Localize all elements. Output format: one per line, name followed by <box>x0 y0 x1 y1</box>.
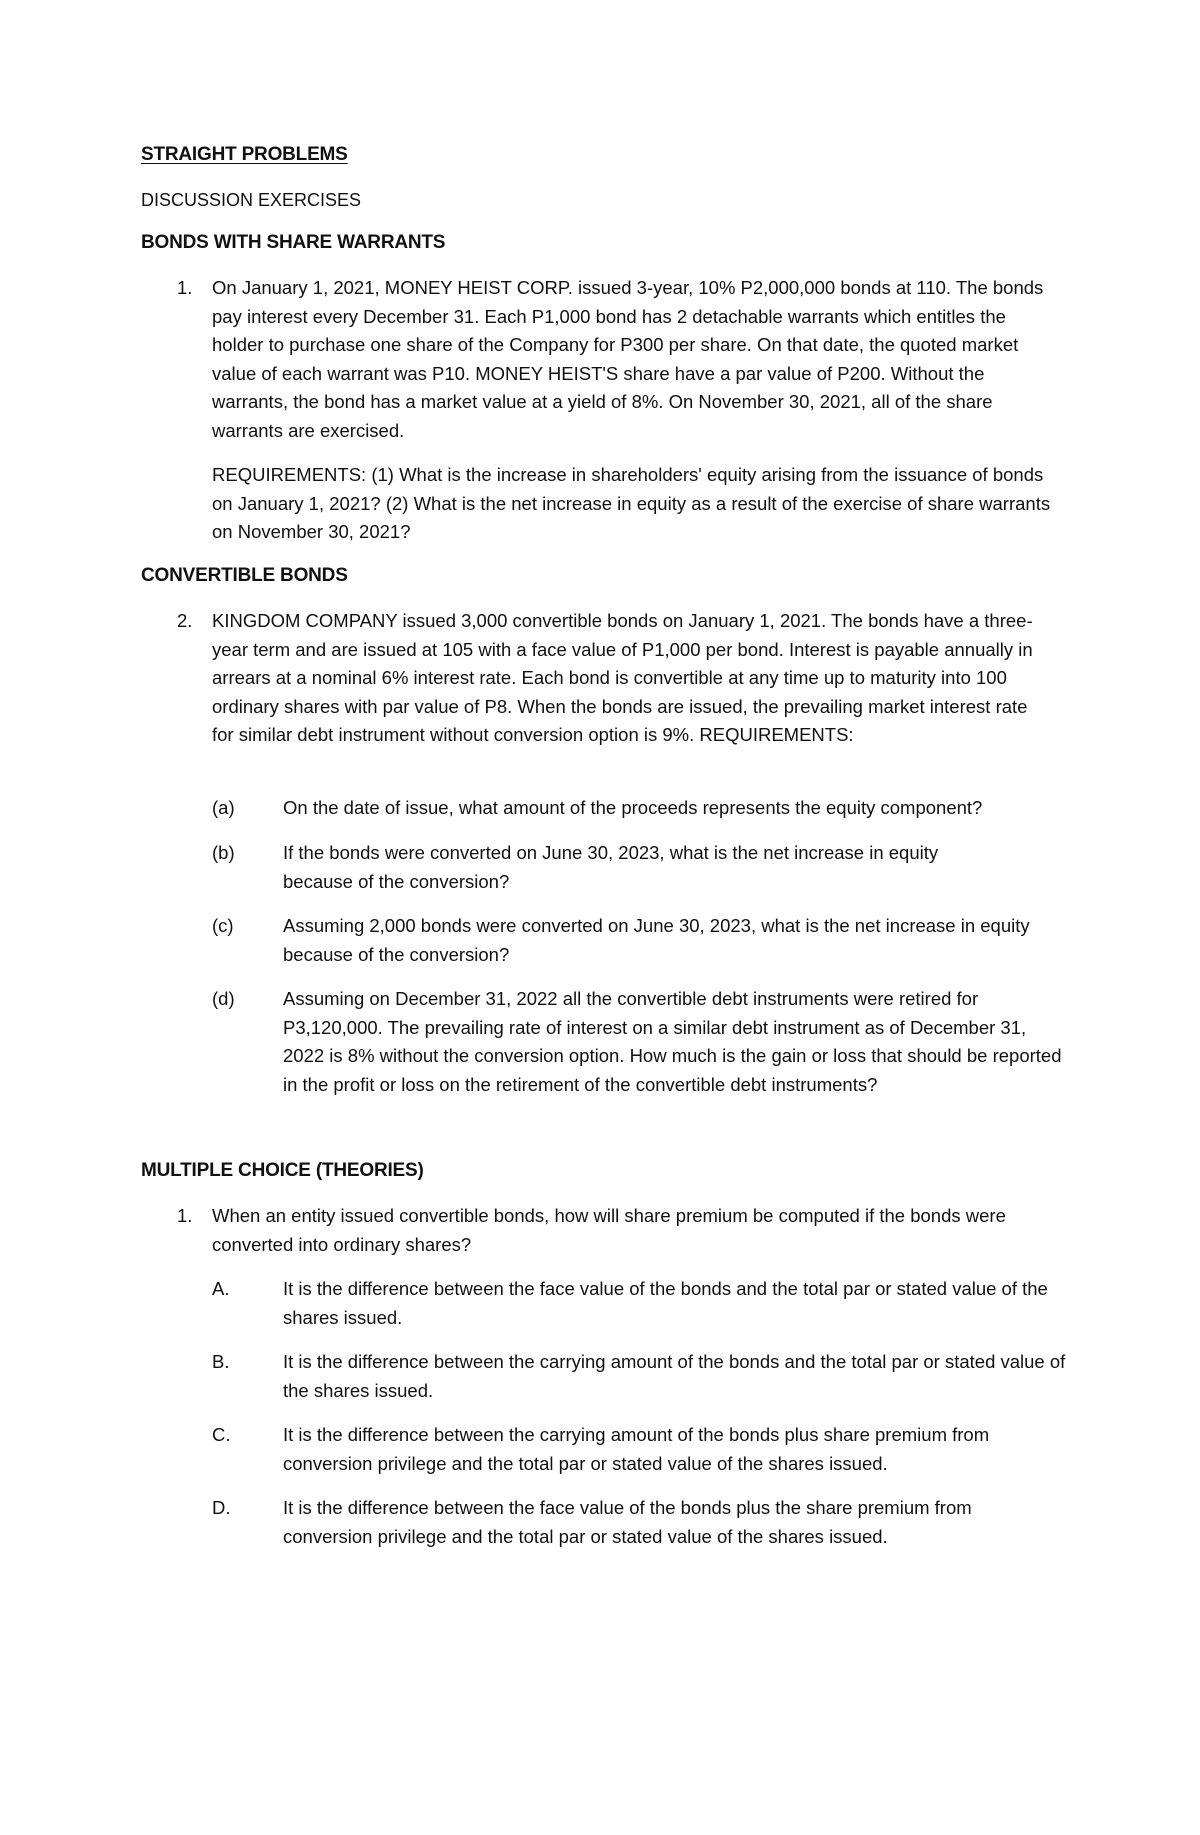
item-label: (b) <box>212 842 235 863</box>
item-text: On the date of issue, what amount of the proceeds represents the equity component? <box>283 797 983 818</box>
item-label: (d) <box>212 988 235 1009</box>
problem-number: 2. <box>177 610 193 631</box>
option-label: B. <box>212 1351 230 1372</box>
section-heading-convertible-bonds: CONVERTIBLE BONDS <box>141 565 348 586</box>
page-subtitle: DISCUSSION EXERCISES <box>141 190 362 210</box>
option-text: It is the difference between the carrying amount of the bonds and the total par or stated value of the shares issued. <box>283 1351 1066 1401</box>
option-text: It is the difference between the face value of the bonds and the total par or stated value of the shares issued. <box>283 1278 1048 1328</box>
item-text: Assuming on December 31, 2022 all the convertible debt instruments were retired for P3,120,000. The prevailing rate of interest on a similar debt instrument as of December 31, 2022 is 8% without the conversion option. How much is the gain or loss that should be reported in the profit or loss on the retirement of the convertible debt instruments? <box>283 988 1062 1095</box>
option-label: C. <box>212 1424 231 1445</box>
page-title: STRAIGHT PROBLEMS <box>141 144 348 165</box>
problem-text: On January 1, 2021, MONEY HEIST CORP. issued 3-year, 10% P2,000,000 bonds at 110. The bonds pay interest every December 31. Each P1,000 bond has 2 detachable warrants which entitles the holder to purchase one share of the Company for P300 per share. On that date, the quoted market value of each warrant was P10. MONEY HEIST'S share have a par value of P200. Without the warrants, the bond has a market value at a yield of 8%. On November 30, 2021, all of the share warrants are exercised. <box>212 277 1044 441</box>
item-text: If the bonds were converted on June 30, 2023, what is the net increase in equity because of the conversion? <box>283 842 939 892</box>
question-text: When an entity issued convertible bonds, how will share premium be computed if the bonds were converted into ordinary shares? <box>212 1205 1006 1255</box>
item-label: (c) <box>212 915 234 936</box>
option-text: It is the difference between the face value of the bonds plus the share premium from conversion privilege and the total par or stated value of the shares issued. <box>283 1497 972 1547</box>
option-label: D. <box>212 1497 231 1518</box>
section-heading-multiple-choice: MULTIPLE CHOICE (THEORIES) <box>141 1160 424 1181</box>
section-heading-bonds-with-warrants: BONDS WITH SHARE WARRANTS <box>141 232 446 253</box>
option-text: It is the difference between the carrying amount of the bonds plus share premium from conversion privilege and the total par or stated value of the shares issued. <box>283 1424 990 1474</box>
problem-text: KINGDOM COMPANY issued 3,000 convertible bonds on January 1, 2021. The bonds have a three-year term and are issued at 105 with a face value of P1,000 per bond. Interest is payable annually in arrears at a nominal 6% interest rate. Each bond is convertible at any time up to maturity into 100 ordinary shares with par value of P8. When the bonds are issued, the prevailing market interest rate for similar debt instrument without conversion option is 9%. REQUIREMENTS: <box>212 610 1033 745</box>
item-label: (a) <box>212 797 235 818</box>
item-text: Assuming 2,000 bonds were converted on June 30, 2023, what is the net increase in equity because of the conversion? <box>283 915 1030 965</box>
question-number: 1. <box>177 1205 193 1226</box>
option-label: A. <box>212 1278 230 1299</box>
problem-number: 1. <box>177 277 193 298</box>
problem-requirements: REQUIREMENTS: (1) What is the increase in shareholders' equity arising from the issuance of bonds on January 1, 2021? (2) What is the net increase in equity as a result of the exercise of share warrants on November 30, 2021? <box>212 464 1051 542</box>
